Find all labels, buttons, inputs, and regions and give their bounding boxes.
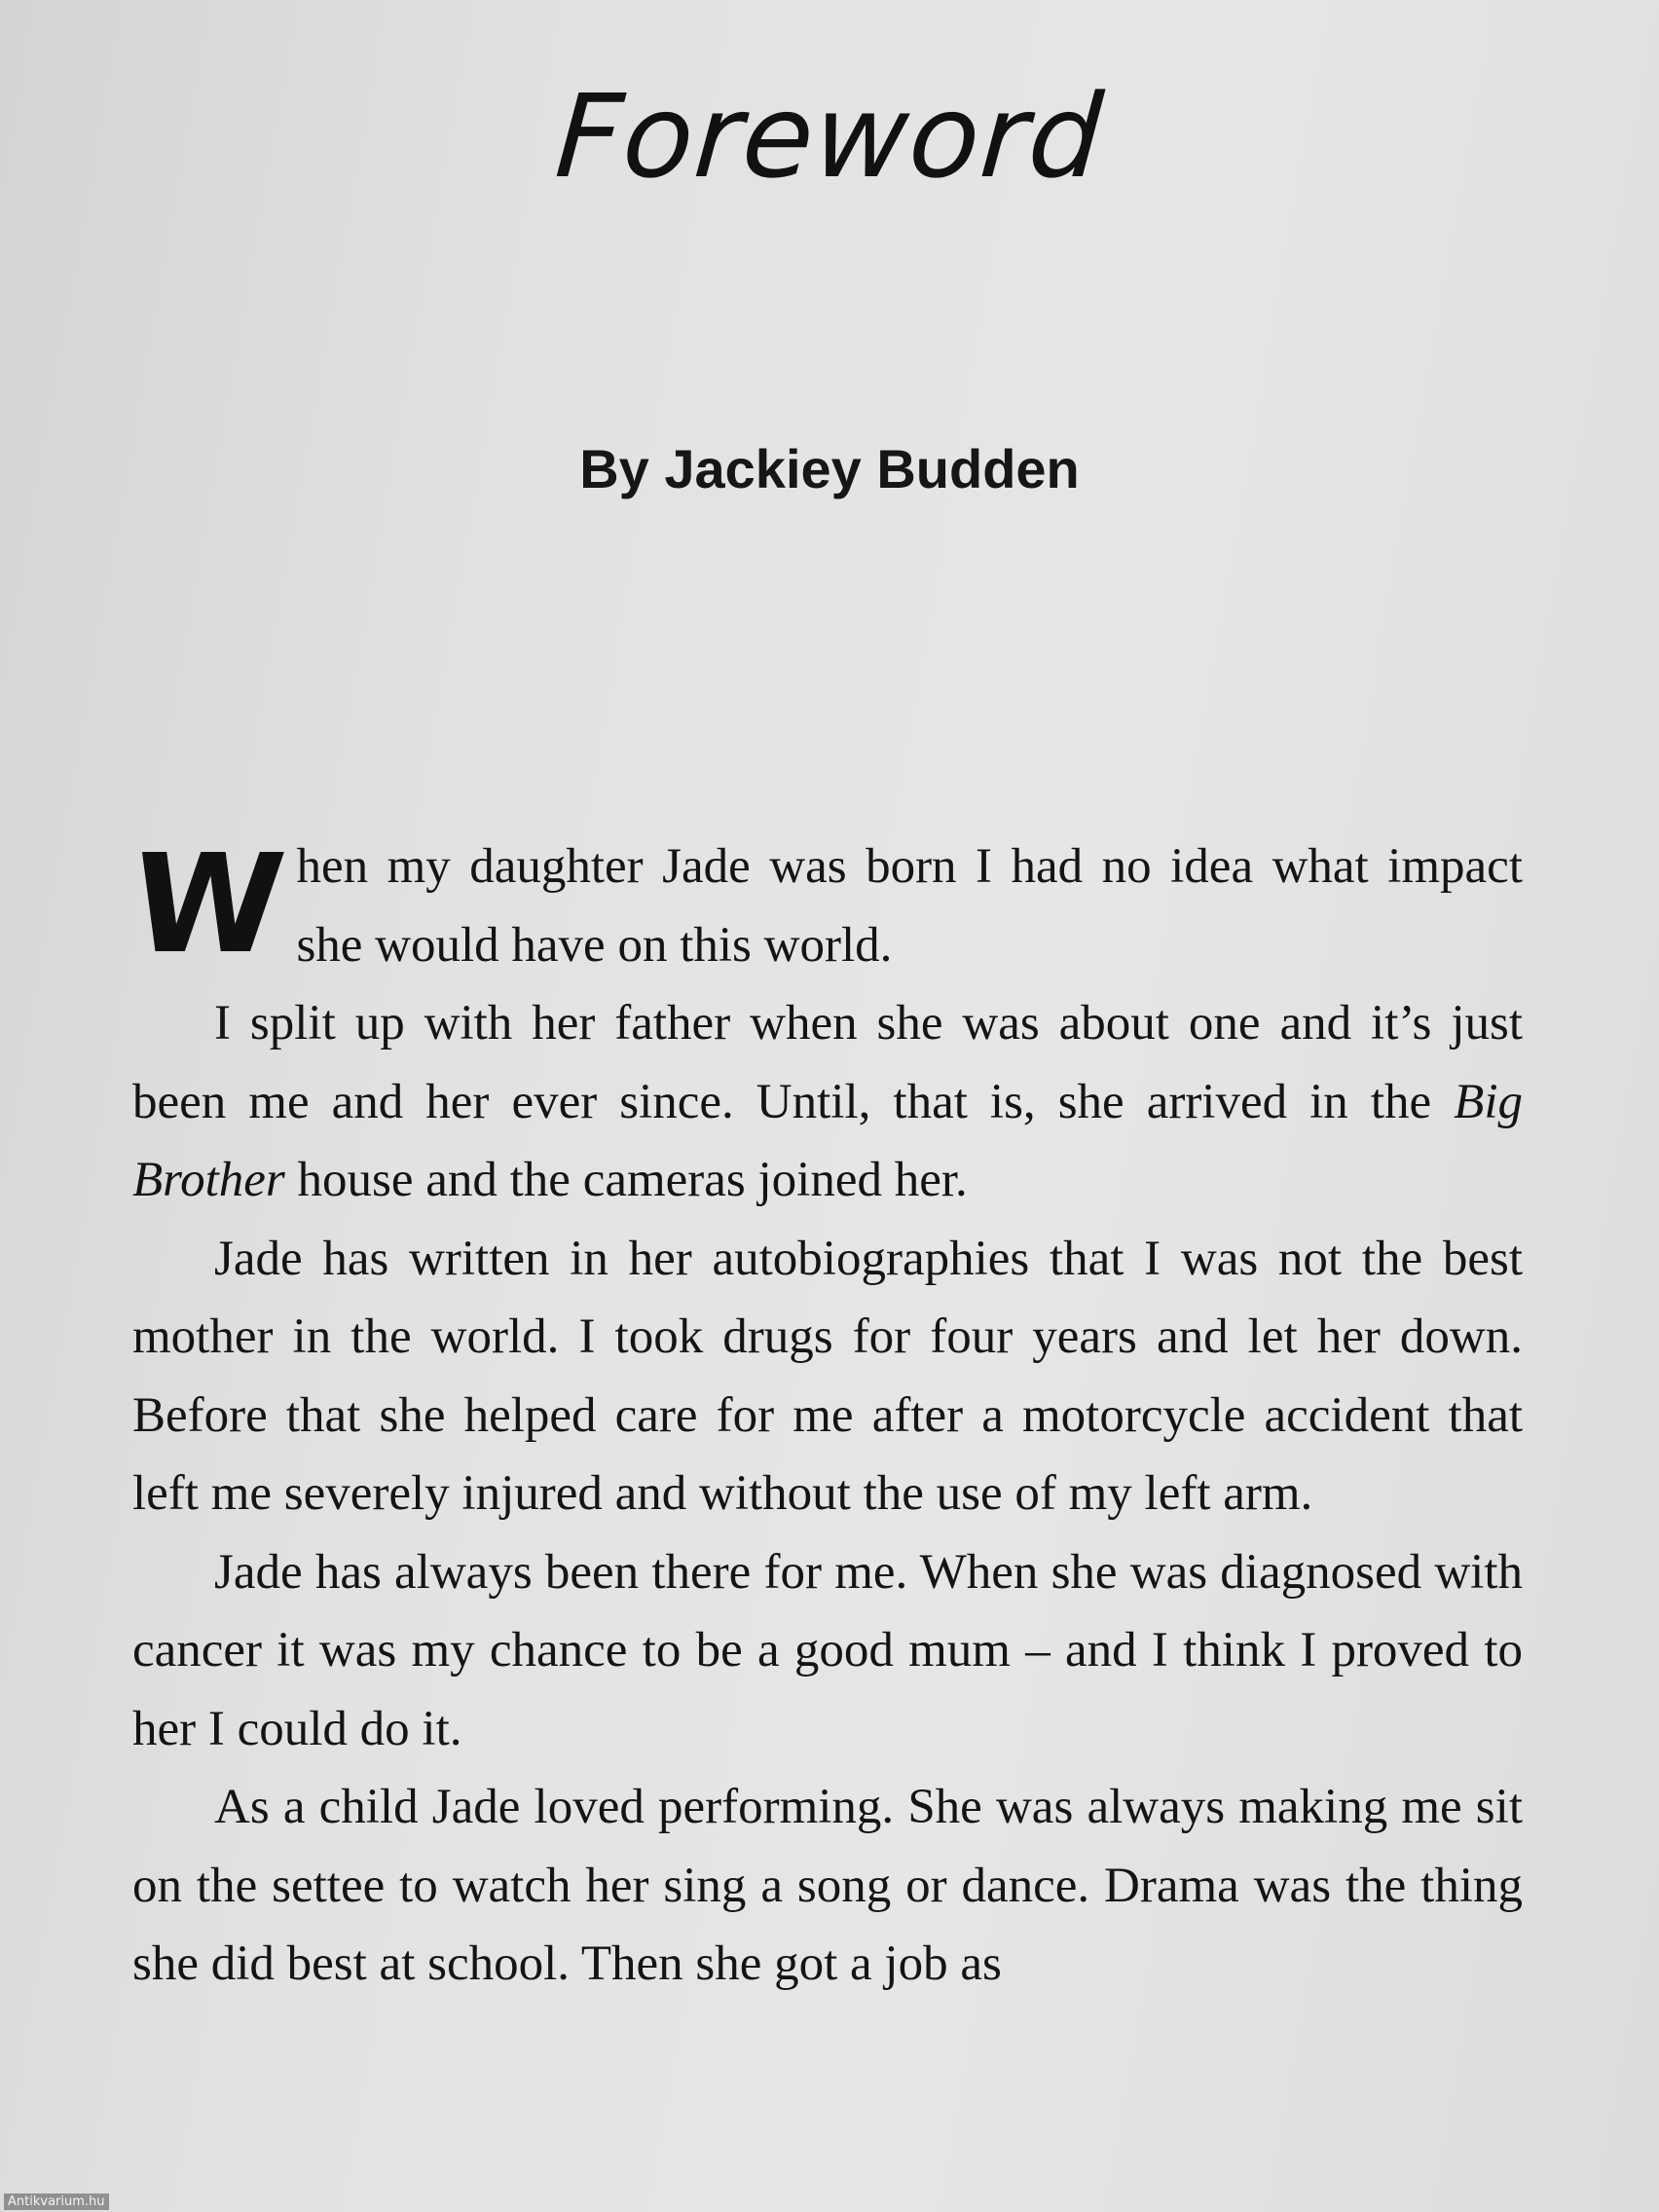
paragraph-5: As a child Jade loved performing. She was always making me sit on the settee to watch her sing a song or dance. Drama was the thing she did best at school. Then she got a job as: [132, 1780, 1523, 1991]
watermark: Antikvarium.hu: [4, 2194, 109, 2210]
chapter-title: Foreword: [551, 69, 1108, 203]
body-text: [124, 826, 1523, 2004]
paragraph-2: [132, 984, 1523, 1220]
paragraph-1: [124, 826, 1523, 984]
drop-cap: W: [124, 826, 292, 984]
show-title: Big Brother: [132, 1074, 1523, 1207]
author-byline: By Jackiey Budden: [579, 438, 1080, 499]
paragraph-1-text: hen my daughter Jade was born I had no idea what impact she would have on this world.: [296, 839, 1523, 973]
paragraph-2-text-end: house and the cameras joined her.: [284, 1153, 968, 1207]
paragraph-2-text-start: I split up with her father when she was about one and it’s just been me and her ever since. Until, that is, she arrived in the: [132, 996, 1523, 1129]
paragraph-4: Jade has always been there for me. When she was diagnosed with cancer it was my chance to be a good mum – and I think I proved to her I could do it.: [132, 1544, 1523, 1756]
paragraph-3: Jade has written in her autobiographies that I was not the best mother in the world. I took drugs for four years and let her down. Before that she helped care for me after a motorcycle accident that left me severely injured and without the use of my left arm.: [132, 1231, 1523, 1521]
